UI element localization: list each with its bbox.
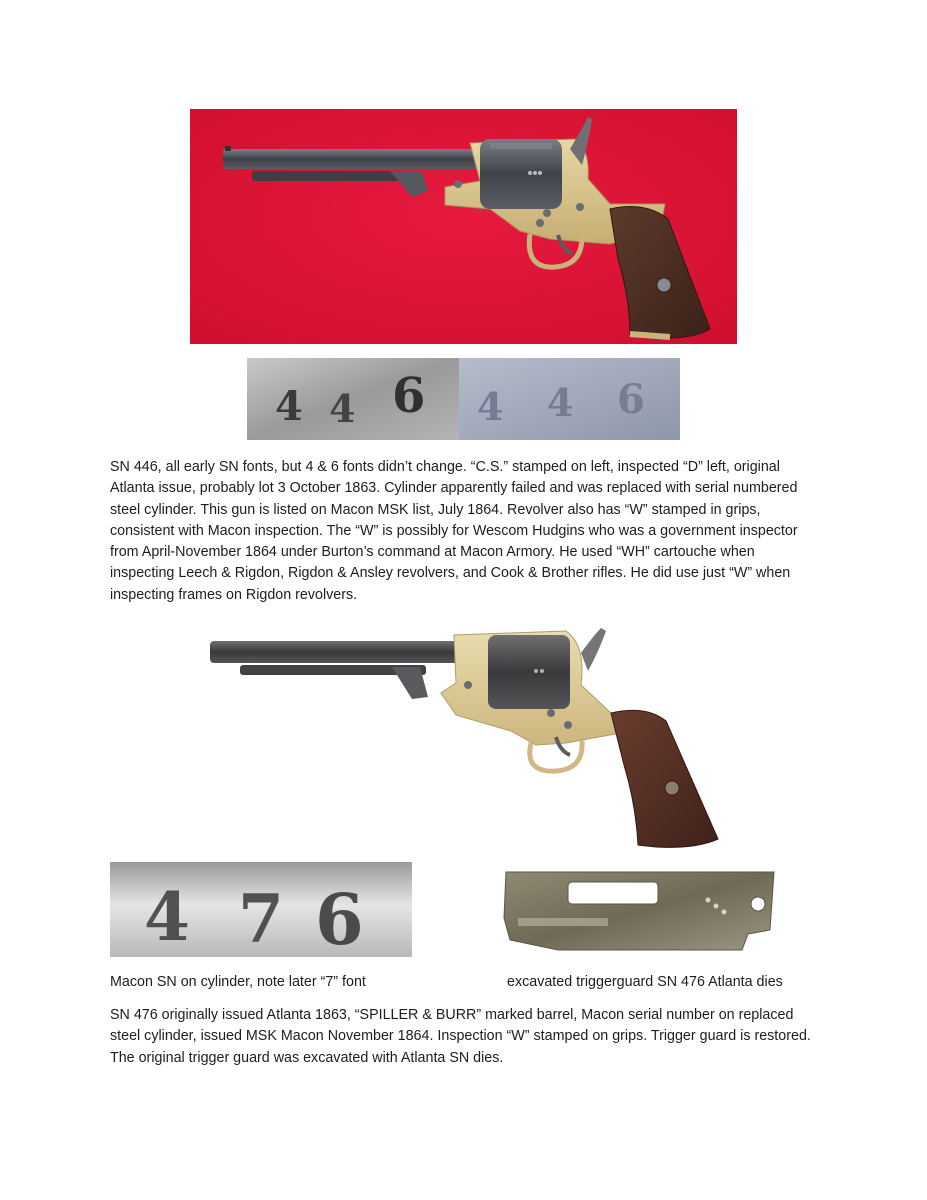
stamp-digit-faded: 4 <box>547 380 574 425</box>
paragraph-sn-476: SN 476 originally issued Atlanta 1863, “SPILLER & BURR” marked barrel, Macon serial number on replaced steel cylinder, issued MSK Macon November 1864. Inspection “W” stamped on grips. Trigger guard is restored. The original trigger guard was excavated with Atlanta SN dies. <box>110 1007 811 1066</box>
paragraph-sn-446: SN 446, all early SN fonts, but 4 & 6 fonts didn’t change. “C.S.” stamped on left, inspected “D” left, original Atlanta issue, probably lot 3 October 1863. Cylinder apparently failed and was replaced with serial numbered steel cylinder. This gun is listed on Macon MSK list, July 1864. Revolver also has “W” stamped in grips, consistent with Macon inspection. The “W” is possibly for Wescom Hudgins who was a government inspector from April-November 1864 under Burton’s command at Macon Armory. He used “WH” cartouche when inspecting Leech & Rigdon, Rigdon & Ansley revolvers, and Cook & Brother rifles. He did use just “W” when inspecting frames on Rigdon revolvers. <box>110 459 798 603</box>
stamp-digit-faded: 4 <box>477 384 504 429</box>
caption-triggerguard: excavated triggerguard SN 476 Atlanta dies <box>507 974 783 990</box>
serial-476-illustration <box>110 862 412 957</box>
steel-cylinder <box>480 139 562 209</box>
stamp-digit: 6 <box>315 878 364 957</box>
revolver-photo-1 <box>190 109 737 344</box>
caption-serial-476: Macon SN on cylinder, note later “7” font <box>110 974 366 990</box>
triggerguard-photo <box>498 862 776 957</box>
barrel <box>210 641 475 663</box>
serial-476-photo <box>110 862 412 957</box>
frame-mark: C.S <box>473 208 483 215</box>
front-sight <box>225 146 231 151</box>
revolver-446-illustration <box>190 109 737 344</box>
stamp-digit: 7 <box>238 880 284 957</box>
serial-446-illustration <box>247 358 680 440</box>
stamp-digit-faded: 6 <box>617 376 645 423</box>
revolver-photo-2 <box>206 625 726 850</box>
barrel <box>223 149 485 169</box>
stamp-digit: 6 <box>392 368 426 424</box>
serial-446-photo <box>247 358 680 440</box>
stamp-digit: 4 <box>275 383 303 430</box>
stamp-digit: 4 <box>329 386 356 431</box>
grip-screw <box>657 278 671 292</box>
triggerguard-illustration <box>498 862 776 957</box>
steel-cylinder <box>488 635 570 709</box>
revolver-476-illustration <box>206 625 726 850</box>
stamp-digit: 4 <box>144 878 190 956</box>
grip-screw <box>665 781 679 795</box>
